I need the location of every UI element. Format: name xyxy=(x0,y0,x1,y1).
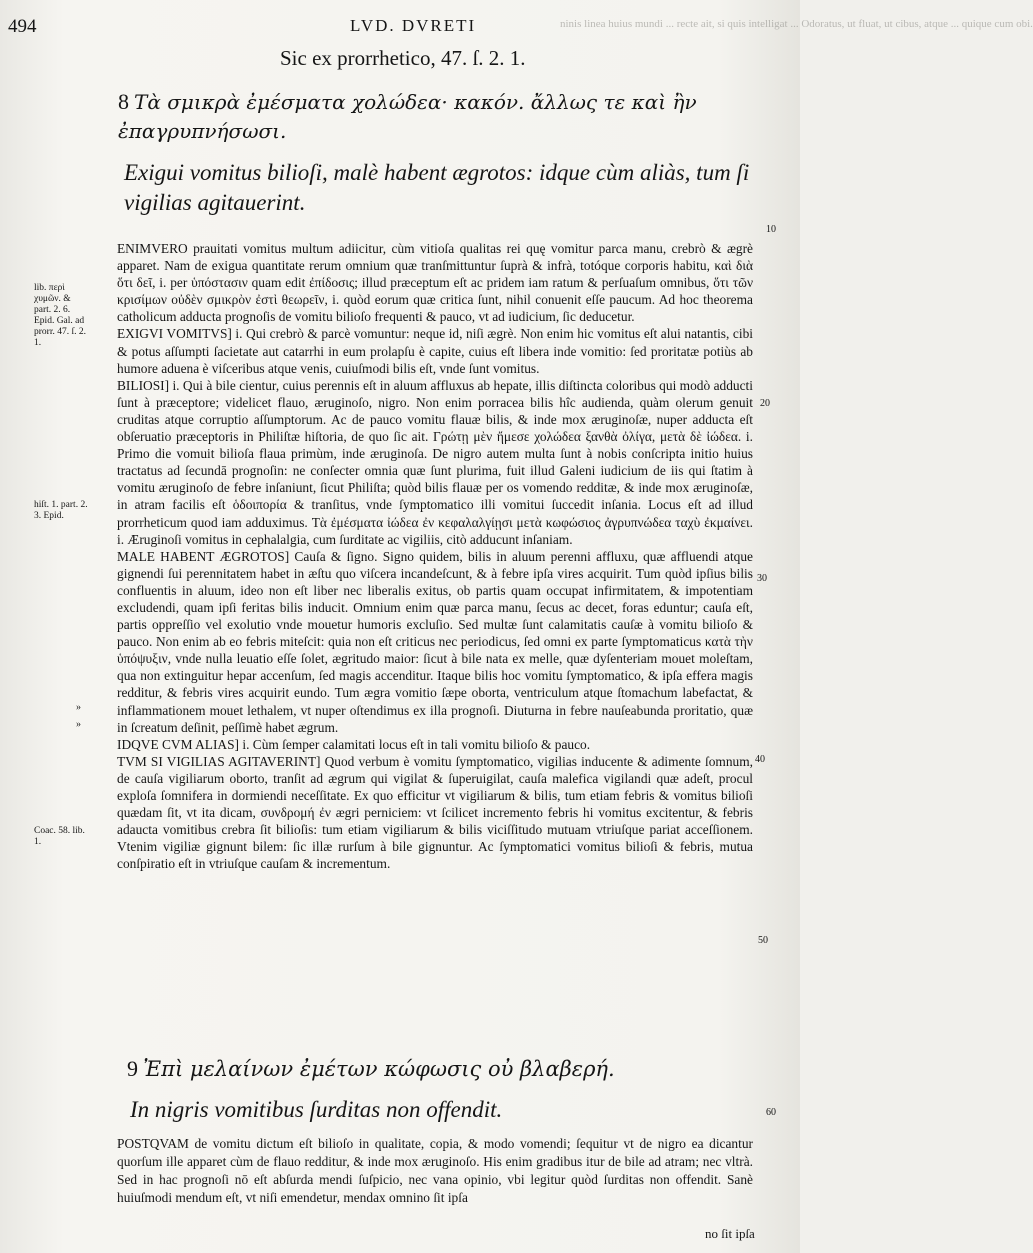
aphorism-number: 8 xyxy=(118,89,129,114)
aphorism-9-latin: In nigris vomitibus ſurditas non offendit. xyxy=(130,1097,503,1122)
aphorism-8-latin: Exigui vomitus bilioſi, malè habent ægrotos: idque cùm aliàs, tum ſi vigilias agitauerint. xyxy=(124,160,750,215)
commentary-paragraph: EXIGVI VOMITVS] i. Qui crebrò & parcè vomuntur: neque id, niſi ægrè. Non enim hic vomitus eſt alui natantis, cibi & potus aſſumpti ſacietate aut catarrhi in eum prolapſu è capite, cuius eſt libera inde vomitio: ſed proritatæ potiùs ab humore aduena è viſceribus atque venis, cuiuſmodi bilis eſt, vnde ſunt vomitus. xyxy=(117,326,753,376)
line-number: 20 xyxy=(760,398,770,409)
running-head: LVD. DVRETI xyxy=(350,16,477,35)
line-number: 40 xyxy=(755,754,765,765)
line-number: 30 xyxy=(757,573,767,584)
margin-note: lib. περὶ χυμῶν. & part. 2. 6. Epid. Gal. ad prorr. 47. ſ. 2. 1. xyxy=(34,283,86,348)
greek-text: Τὰ σμικρὰ ἐμέσματα χολώδεα· κακόν. ἄλλως τε καὶ ἢν ἐπαγρυπνήσωσι. xyxy=(118,90,697,143)
bleed-through-text: ninis linea huius mundi ... recte ait, si quis intelligat ... Odoratus, ut fluat, ut cibus, atque ... quique cum obi. xyxy=(560,18,1033,30)
commentary-paragraph: POSTQVAM de vomitu dictum eſt bilioſo in qualitate, copia, & modo vomendi; ſequitur vt de nigro ea dicantur quorſum ille apparet cùm de flauo redditur, & inde mox æruginoſo. His enim gradibus itur de bile ad atram; nec vltrà. Sed in hac prognoſi nō eſt abſurda mendi ſuſpicio, nec vana opinio, vbi legitur quòd ſurditas non offendit. Sanè huiuſmodi mendum eſt, vt niſi emendetur, mendax omnino ſit ipſa xyxy=(117,1136,753,1205)
commentary-paragraph: TVM SI VIGILIAS AGITAVERINT] Quod verbum è vomitu ſymptomatico, vigilias inducente & adimente ſomnum, de cauſa vigiliarum oborto, tranſit ad ægrum qui vigilat & ſuperuigilat, cauſa malefica vigilandi quæ adeſt, procul exploſa ſomnifera in dormiendi neceſſitate. Ex quo efficitur vt vigiliarum & bilis, tum etiam febris & vomitus bilioſi quædam ſit, vt ita dicam, συνδρομή ἐν ægri perniciem: vt ſcilicet incremento febris hi vomitus excitentur, & febris adaucta vomitibus crebra ſit bilioſis: tum etiam vigiliarum & bilis viciſſitudo mutuam vtriuſque pariat acceſſionem. Vtenim vigiliæ gignunt bilem: ſic illæ rurſum à bile gignuntur. Ac ſymptomatici vomitus bilioſi & febris, mutua conſpiratio eſt in vtriuſque cauſam & incrementum. xyxy=(117,753,753,872)
line-number: 60 xyxy=(766,1107,776,1118)
aphorism-8-greek xyxy=(118,88,778,146)
commentary-paragraph: BILIOSI] i. Qui à bile cientur, cuius perennis eſt in aluum affluxus ab hepate, illis diſtincta coloribus qui modò adducti ſunt à præceptore; videlicet flauo, æruginoſo, nigro. Non enim porracea bilis hîc audienda, quàm olerum genuit cruditas atque corruptio aſſumptorum. Ac de pauco vomitu flauæ bilis, & inde mox æruginoſæ, nuper adducta eſt obſeruatio præceptoris in Philiſtæ hiſtoria, de quo ſic ait. Γρώτῃ μὲν ἤμεσε χολώδεα ξανθὰ ὀλίγα, μετὰ δὲ ἰώδεα. i. Primo die vomuit bilioſa flaua primùm, inde æruginoſa. De nigro autem multa ſunt à nobis conſcripta initio huius tractatus ad ſecundā prognoſin: ne conſecter omnia quæ ſunt plurima, fuit illud Galeni iudicium de iis qui ſtatim à vomitu æruginoſo de febre inſaniunt, ſicut Philiſta; quòd bilis flauæ per os vomendo redditæ, & inde mox æruginoſæ, in atram facilis eſt ὁδοιπορία & tranſitus, vnde ſymptomatico illi vomitui ſuccedit inſania. Locus eſt ad illud prorrheticum quod iam adduximus. Τὰ ἐμέσματα ἰώδεα ἐν κεφαλαλγίῃσι μετὰ κωφώσιος ἀγρυπνώδεα ταχὺ ἐκμαίνει. i. Æruginoſi vomitus in cephalalgia, cum ſurditate ac vigiliis, citò adducunt inſaniam. xyxy=(117,377,753,547)
line-number: 10 xyxy=(766,224,776,235)
source-reference: Sic ex prorrhetico, 47. ſ. 2. 1. xyxy=(280,46,526,70)
commentary-paragraph: MALE HABENT ÆGROTOS] Cauſa & ſigno. Signo quidem, bilis in aluum perenni affluxu, quæ affluendi atque gignendi ſui perennitatem habet in æſtu quo viſcera incandeſcunt, & à febre ipſa vires acquirit. Tum quòd ipſius bilis confluentis in aluum, ideo non eſt liber nec liberalis exitus, ob partis quam occupat infirmitatem, & impotentiam excludendi, quam ipſi feritas bilis inducit. Omnium enim quæ parca manu, ſecus ac decet, foras eduntur; cauſa eſt, partis oppreſſio vel exolutio vnde mouetur humoris excluſio. Sed multæ ſunt calamitatis cauſæ à vomitu bilioſo & pauco. Non enim ab eo febris miteſcit: quia non eſt criticus nec periodicus, ſed omni ex parte ſymptomaticus κατὰ τὴν ὑπόψυξιν, vnde nulla leuatio eſſe ſolet, ægritudo maior: ſicut à bile nata ex melle, quæ dyſenteriam mouet moleſtam, qua non extinguitur hepar accenſum, ſed magis accenditur. Itaque bilis hoc vomitu ſymptomatico, & ipſa effera magis redditur, & febris vires acquirit eundo. Tum ægra vomitio ſæpe oborta, ventriculum atque ſtomachum labefactat, & inflammationem mouet lethalem, vt nuper oſtendimus ex illa prognoſi. Diuturna in febre nauſeabunda proritatio, quæ in ſcreatum deſinit, peſſimè habet ægrum. xyxy=(117,548,753,735)
greek-text: Ἐπὶ μελαίνων ἐμέτων κώφωσις οὐ βλαβερή. xyxy=(143,1057,615,1081)
commentary-paragraph: IDQVE CVM ALIAS] i. Cùm ſemper calamitati locus eſt in tali vomitu bilioſo & pauco. xyxy=(117,736,591,752)
catchword: no ſit ipſa xyxy=(705,1226,755,1241)
commentary-aphorism-8 xyxy=(117,240,753,872)
aphorism-number: 9 xyxy=(127,1056,138,1081)
line-number: 50 xyxy=(758,935,768,946)
page-number: 494 xyxy=(8,16,37,37)
aphorism-9-greek xyxy=(127,1055,767,1083)
commentary-paragraph: ENIMVERO prauitati vomitus multum adiicitur, cùm vitioſa qualitas rei quę vomitur parca manu, crebrò & ægrè apparet. Nam de exigua quantitate rerum omnium quæ tranſmittuntur ſuprà & infrà, totóque corporis habitu, καὶ διὰ ὅτι δεῖ, i. per ὑπόστασιν quam edit ἐπίδοσις; illud præceptum eſt ac pridem iam ratum & perſuaſum omnibus, ὅτι τῶν κρισίμων οὐδὲν σμικρὸν ἐστὶ θεωρεῖν, i. quòd eorum quæ critica ſunt, nihil conuenit eſſe paucum. Ad hoc theorema catholicum adducta prognoſis de vomitu bilioſo frequenti & pauco, vt ad iudicium, ſic deducetur. xyxy=(117,241,753,325)
margin-note: hiſt. 1. part. 2. 3. Epid. xyxy=(34,500,88,521)
margin-mark: » xyxy=(76,719,81,730)
commentary-aphorism-9 xyxy=(117,1135,753,1207)
margin-note: Coac. 58. lib. 1. xyxy=(34,826,85,847)
margin-mark: » xyxy=(76,702,81,713)
